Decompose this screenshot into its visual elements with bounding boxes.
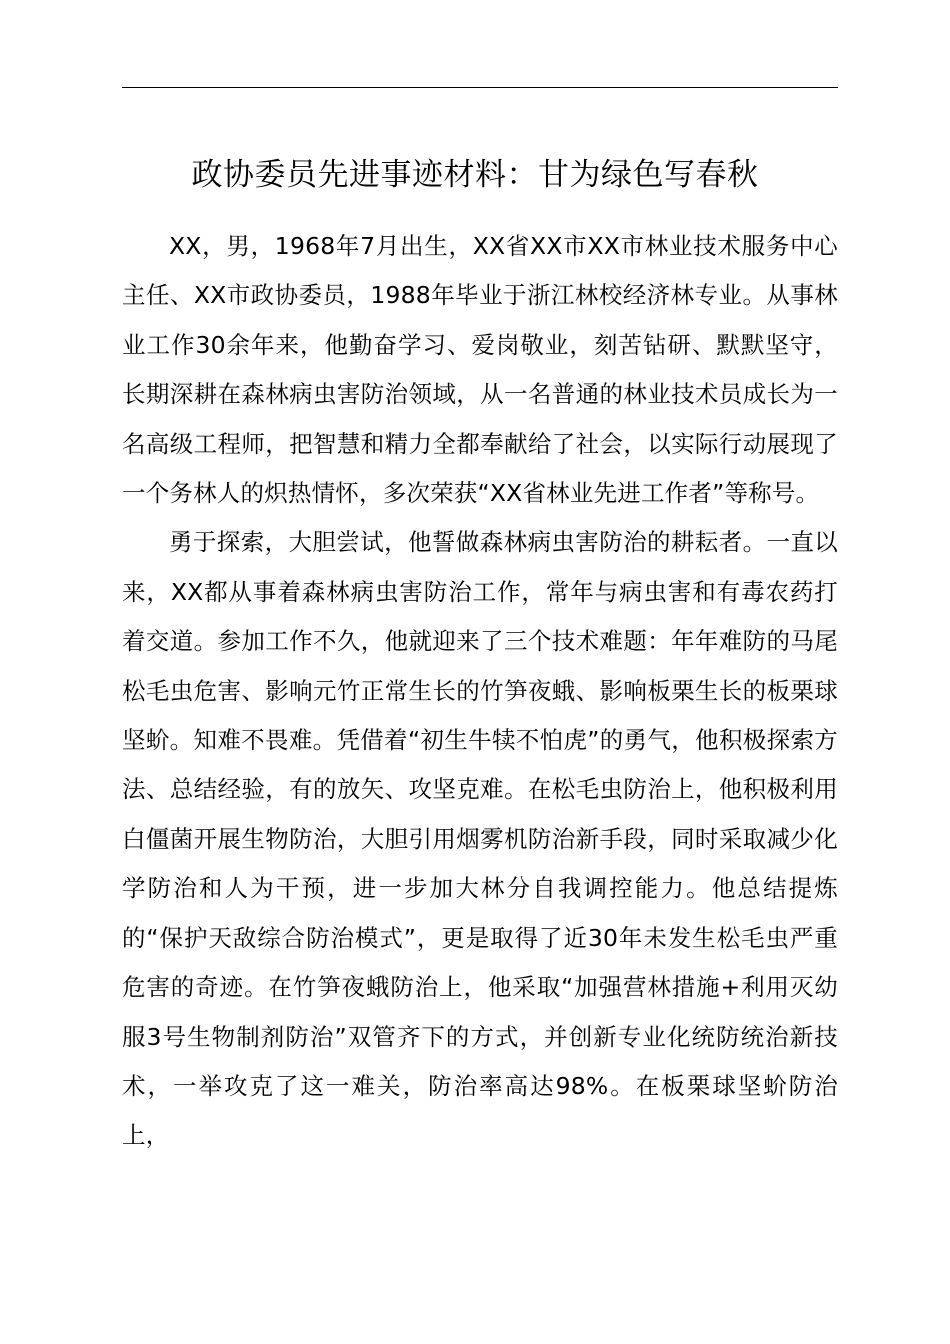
paragraph-exploration: 勇于探索，大胆尝试，他誓做森林病虫害防治的耕耘者。一直以来，XX都从事着森林病虫害防治工作，常年与病虫害和有毒农药打着交道。参加工作不久，他就迎来了三个技术难题：年年难防的马尾松毛虫危害、影响元竹正常生长的竹笋夜蛾、影响板栗生长的板栗球坚蚧。知难不畏难。凭借着“初生牛犊不怕虎”的勇气，他积极探索方法、总结经验，有的放矢、攻坚克难。在松毛虫防治上，他积极利用白僵菌开展生物防治，大胆引用烟雾机防治新手段，同时采取减少化学防治和人为干预，进一步加大林分自我调控能力。他总结提炼的“保护天敌综合防治模式”，更是取得了近30年未发生松毛虫严重危害的奇迹。在竹笋夜蛾防治上，他采取“加强营林措施+利用灭幼服3号生物制剂防治”双管齐下的方式，并创新专业化统防统治新技术，一举攻克了这一难关，防治率高达98%。在板栗球坚蚧防治上， [122,528,838,1150]
header-rule [122,87,838,88]
document-body [122,222,838,1161]
paragraph-intro: XX，男，1968年7月出生，XX省XX市XX市林业技术服务中心主任、XX市政协委员，1988年毕业于浙江林校经济林专业。从事林业工作30余年来，他勤奋学习、爱岗敬业，刻苦钻研、默默坚守，长期深耕在森林病虫害防治领域，从一名普通的林业技术员成长为一名高级工程师，把智慧和精力全都奉献给了社会，以实际行动展现了一个务林人的炽热情怀，多次荣获“XX省林业先进工作者”等称号。 [122,232,838,508]
document-title: 政协委员先进事迹材料：甘为绿色写春秋 [191,157,759,193]
